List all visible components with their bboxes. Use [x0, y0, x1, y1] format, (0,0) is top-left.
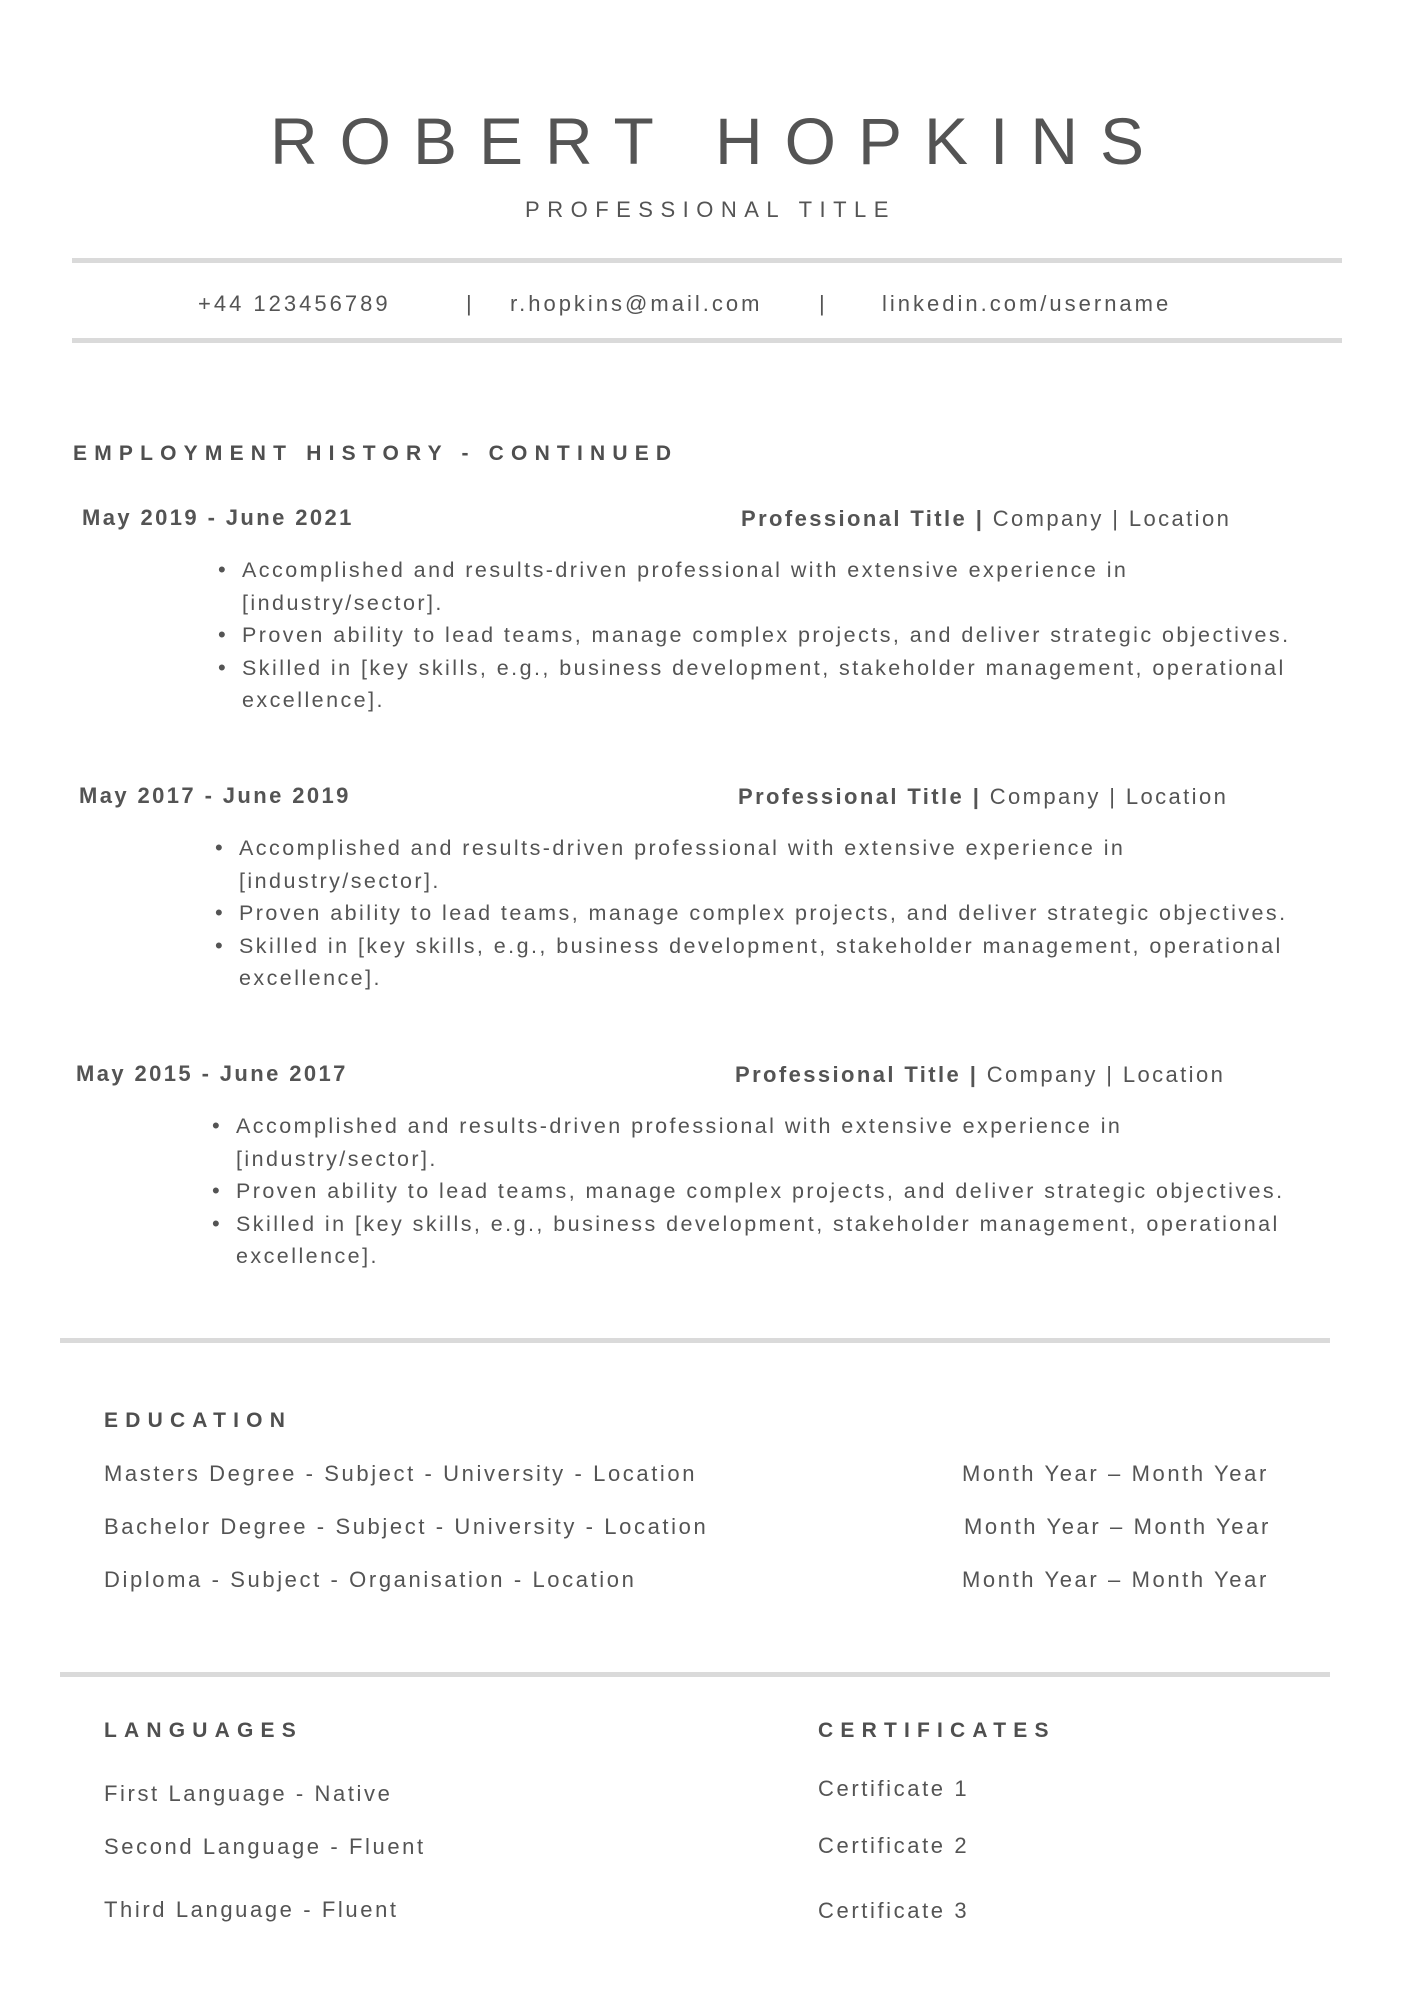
contact-separator: |: [819, 291, 825, 316]
contact-email[interactable]: r.hopkins@mail.com: [510, 291, 763, 316]
list-item: [215, 897, 1325, 930]
job-company-location: Company | Location: [978, 1062, 1226, 1087]
contact-phone: +44 123456789: [198, 291, 391, 316]
job-dates: May 2015 - June 2017: [76, 1061, 348, 1086]
list-item: [215, 832, 1325, 897]
job-title: Professional Title |: [735, 1062, 979, 1087]
bullet-text: Proven ability to lead teams, manage complex projects, and deliver strategic objectives.: [242, 623, 1291, 647]
section-divider: [60, 1672, 1330, 1677]
job-bullets: [215, 832, 1325, 995]
bullet-icon: •: [212, 1178, 223, 1203]
employment-heading: EMPLOYMENT HISTORY - CONTINUED: [73, 442, 679, 465]
bullet-text: Accomplished and results-driven professional with extensive experience in [industry/sector].: [236, 1114, 1123, 1171]
language-item: Second Language - Fluent: [104, 1834, 426, 1859]
list-item: [212, 1110, 1322, 1175]
bullet-text: Skilled in [key skills, e.g., business development, stakeholder management, operational excellence].: [239, 933, 1283, 990]
list-item: [218, 554, 1328, 619]
education-entry: Masters Degree - Subject - University - Location: [104, 1461, 698, 1486]
section-divider: [60, 1338, 1330, 1343]
certificate-item: Certificate 3: [818, 1898, 970, 1923]
bullet-icon: •: [212, 1113, 223, 1138]
bullet-icon: •: [215, 835, 226, 860]
job-dates: May 2017 - June 2019: [79, 783, 351, 808]
list-item: [218, 652, 1328, 717]
bullet-text: Skilled in [key skills, e.g., business development, stakeholder management, operational excellence].: [236, 1211, 1280, 1268]
bullet-icon: •: [218, 654, 229, 680]
job-bullets: [212, 1110, 1322, 1273]
bullet-icon: •: [218, 557, 229, 582]
job-company-location: Company | Location: [984, 506, 1232, 531]
candidate-name: ROBERT HOPKINS: [269, 104, 1167, 178]
certificate-item: Certificate 2: [818, 1833, 970, 1858]
job-role: [741, 505, 1231, 533]
list-item: [212, 1208, 1322, 1273]
education-heading: EDUCATION: [104, 1409, 293, 1432]
bullet-text: Proven ability to lead teams, manage complex projects, and deliver strategic objectives.: [239, 901, 1288, 925]
education-dates: Month Year – Month Year: [962, 1461, 1269, 1486]
bullet-text: Proven ability to lead teams, manage complex projects, and deliver strategic objectives.: [236, 1179, 1285, 1203]
job-bullets: [218, 554, 1328, 717]
list-item: [215, 930, 1325, 995]
bullet-icon: •: [215, 900, 226, 925]
list-item: [218, 619, 1328, 652]
education-dates: Month Year – Month Year: [962, 1567, 1269, 1592]
certificates-heading: CERTIFICATES: [818, 1719, 1056, 1742]
job-role: [738, 783, 1228, 811]
job-role: [735, 1061, 1225, 1089]
bullet-text: Accomplished and results-driven professional with extensive experience in [industry/sector].: [242, 558, 1129, 615]
list-item: [212, 1175, 1322, 1208]
bullet-icon: •: [212, 1210, 223, 1236]
professional-title: PROFESSIONAL TITLE: [525, 197, 896, 222]
languages-heading: LANGUAGES: [104, 1719, 303, 1742]
bullet-icon: •: [218, 622, 229, 647]
header-bottom-divider: [72, 338, 1342, 343]
education-entry: Bachelor Degree - Subject - University - Location: [104, 1514, 709, 1539]
language-item: Third Language - Fluent: [104, 1897, 399, 1922]
education-entry: Diploma - Subject - Organisation - Location: [104, 1567, 637, 1592]
education-dates: Month Year – Month Year: [964, 1514, 1271, 1539]
language-item: First Language - Native: [104, 1781, 393, 1806]
certificate-item: Certificate 1: [818, 1776, 970, 1801]
job-title: Professional Title |: [741, 506, 985, 531]
header-top-divider: [72, 258, 1342, 263]
job-dates: May 2019 - June 2021: [82, 505, 354, 530]
job-company-location: Company | Location: [981, 784, 1229, 809]
job-title: Professional Title |: [738, 784, 982, 809]
bullet-text: Skilled in [key skills, e.g., business development, stakeholder management, operational excellence].: [242, 655, 1286, 712]
contact-linkedin[interactable]: linkedin.com/username: [882, 291, 1172, 316]
contact-separator: |: [466, 291, 472, 316]
bullet-text: Accomplished and results-driven professional with extensive experience in [industry/sector].: [239, 836, 1126, 893]
bullet-icon: •: [215, 932, 226, 958]
